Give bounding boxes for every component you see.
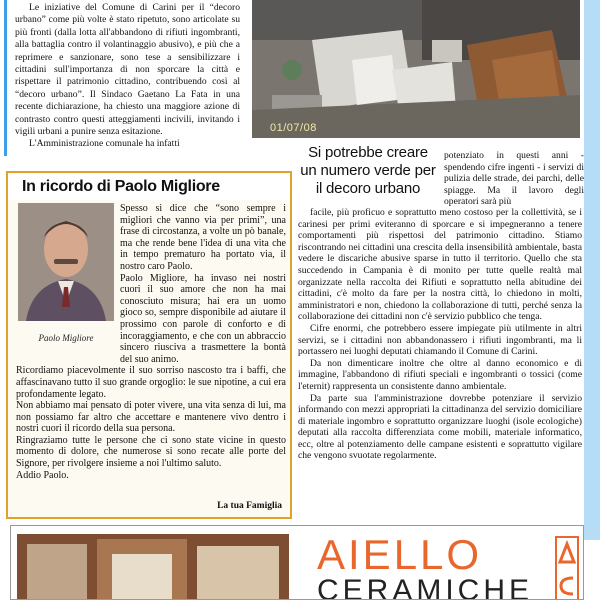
article-headline: Si potrebbe creare un numero verde per il decoro urbano [300, 144, 436, 197]
memorial-signature: La tua Famiglia [217, 501, 282, 511]
article-intro-continuation: L'Amministrazione comunale ha infatti [29, 138, 180, 150]
article-column-upper: potenziato in questi anni - spendendo cifre ingenti - i servizi di pulizia delle strade, dei parchi, delle spiagge. Ma il lavoro degli operatori sarà più [444, 150, 584, 208]
portrait-photo [18, 203, 114, 321]
portrait-caption: Paolo Migliore [38, 333, 94, 343]
memorial-box [6, 171, 292, 519]
article-intro-paragraph: Le iniziative del Comune di Carini per il “decoro urbano” come più volte è stato ripetuto, sono articolate su più fronti (dalla lotta all'abbandono di rifiuti ingombranti, alla battaglia contro il volantinaggio abusivo), e più che a reprimere e sanzionare, sono tese a sensibilizzare i cittadini sull'importanza di non sporcare la città e rispettare il patrimonio cittadino, contribuendo così al “decoro urbano”. Il Sindaco Gaetano La Fata in una recente dichiarazione, ha chiesto una maggiore azione di contrasto contro questi atteggiamenti incivili, invitando i vigili urbani a punire senza esitazione. [15, 2, 240, 138]
article-paragraph: Da non dimenticare inoltre che oltre al danno economico e di immagine, l'abbandono di rifiuti speciali e ingombranti o tossici (come l'eternit) rappresenta un consistente danno ambientale. [298, 357, 582, 392]
memorial-paragraph: Spesso si dice che “sono sempre i migliori che vanno via per primi”, una frase di circostanza, a volte un pò banale, ma che rende bene l'idea di una vita che in tempo prematuro ha portato via, il nostro caro Paolo. [120, 203, 286, 272]
waste-photo-illustration [252, 0, 580, 138]
right-accent-bar [584, 0, 600, 540]
ceramics-advertisement [10, 525, 584, 600]
ad-brand-subtitle: CERAMICHE [317, 574, 534, 600]
memorial-paragraph: Ricordiamo piacevolmente il suo sorriso nascosto tra i baffi, che affascinavano tutto il suo grande orgoglio: le sue nipotine, a cui era profondamente legato. [16, 365, 286, 400]
article-paragraph: facile, più proficuo e soprattutto meno costoso per la collettività, se i carinesi per primi eviteranno di sporcare e si impegneranno a tenere comportamenti più rispettosi del patrimonio cittadino. Stiamo riscontrando nei cittadini una crescita della insensibilità ambientale, basta vedere le discariche abusive sparse in tutto il territorio. Quello che sta succedendo in Campania è di monito per tutte quelle realtà mal organizzate nella raccolta dei Rifiuti e soprattutto nella abitudine dei cittadini, c'è molto da fare per la nostra città, lo chiedono in molti, amministratori e non, chiedono la collaborazione di tutti, perché senza la collaborazione dei cittadini non c'è servizio pubblico che tenga. [298, 207, 582, 323]
memorial-paragraph: Paolo Migliore, ha invaso nei nostri cuori il suo amore che non ha mai conosciuto misura; hai era un uomo gioco so, sempre disponibile ad aiutare il prossimo con parole di conforto e di incoraggiamento, e che con un abbraccio sincero riusciva a trasmettere la bontà del suo animo. [120, 272, 286, 365]
memorial-paragraph: Ringraziamo tutte le persone che ci sono state vicine in questo momento di dolore, che numerose si sono recate alle porte del Signore, per rivolgere insieme a noi l'ultimo saluto. [16, 434, 286, 470]
ad-showroom-illustration [17, 534, 289, 600]
ad-brand-name: AIELLO [317, 531, 483, 578]
memorial-paragraph: Addio Paolo. [16, 469, 69, 481]
ad-showroom-photo [17, 534, 289, 600]
memorial-title: In ricordo di Paolo Migliore [8, 174, 290, 200]
article-column-lower [298, 207, 582, 462]
article-paragraph: Cifre enormi, che potrebbero essere impiegate più utilmente in altri servizi, se i cittadini non abbandonassero i rifiuti ingombranti, ma li portassero nei luoghi deputati chiamando il Comune di Carini. [298, 322, 582, 358]
ad-logo-icon [555, 536, 579, 600]
waste-photo [252, 0, 580, 138]
photo-date-stamp: 01/07/08 [270, 122, 317, 134]
portrait-illustration [18, 203, 114, 321]
article-intro-column [4, 0, 248, 156]
article-paragraph: Da parte sua l'amministrazione dovrebbe potenziare il servizio informando con mezzi appropriati la cittadinanza del servizio domiciliare di materiale ingombro e soprattutto organizzare luoghi (isole ecologiche) deputati alla raccolta differenziata come mobili, materiale informatico, ecc, oltre al potenziamento delle campane esistenti e soprattutto vigilare che vengono svuotate regolarmente. [298, 392, 582, 462]
memorial-paragraph: Non abbiamo mai pensato di poter vivere, una vita senza di lui, ma non possiamo far altro che accettare e mantenere vivo dentro i nostri cuori il ricordo della sua persona. [16, 400, 286, 435]
